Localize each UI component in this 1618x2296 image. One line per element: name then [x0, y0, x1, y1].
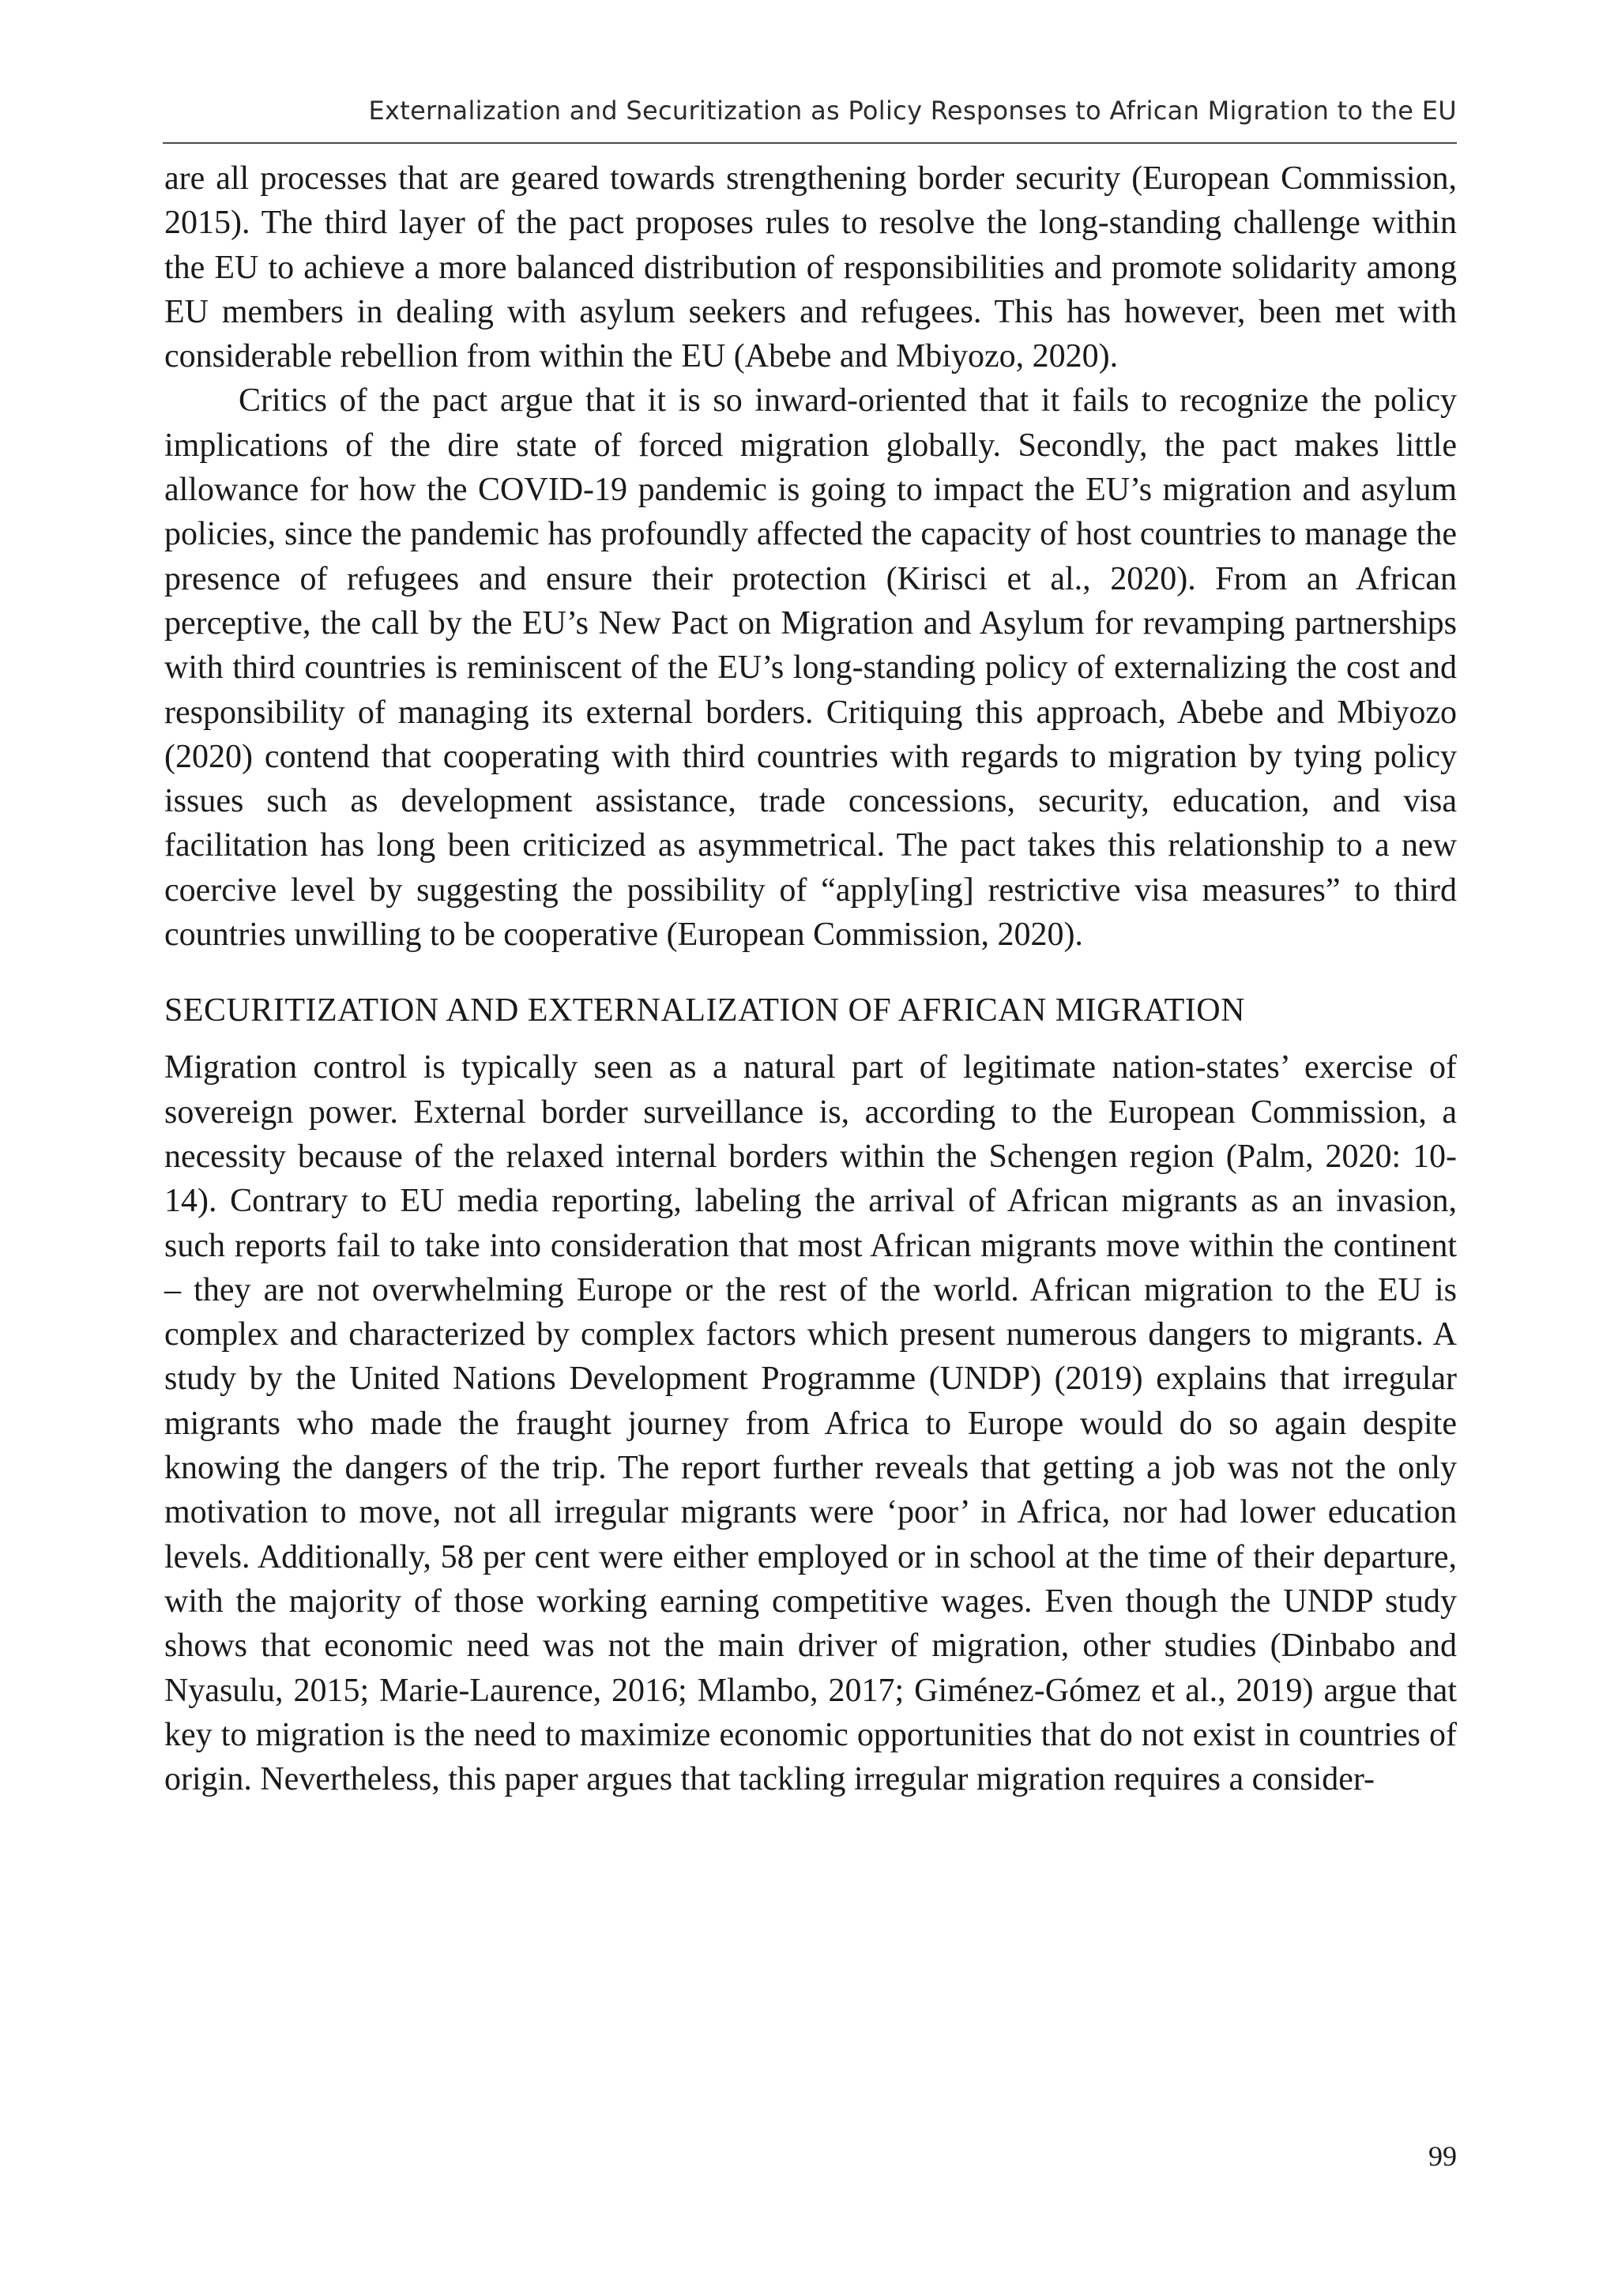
paragraph-migration-control: Migration control is typically seen as a natural part of legitimate nation-states’ exercise of sovereign power. External border surveillance is, according to the European Commission, a necessity because of the relaxed internal borders within the Schengen region (Palm, 2020: 10-14). Contrary to EU media reporting, labeling the arrival of African migrants as an invasion, such reports fail to take into consideration that most African migrants move within the continent – they are not overwhelming Europe or the rest of the world. African migration to the EU is complex and characterized by complex factors which present numerous dangers to migrants. A study by the United Nations Development Programme (UNDP) (2019) explains that irregular migrants who made the fraught journey from Africa to Europe would do so again despite knowing the dangers of the trip. The report further reveals that getting a job was not the only motivation to move, not all irregular migrants were ‘poor’ in Africa, nor had lower education levels. Additionally, 58 per cent were either employed or in school at the time of their departure, with the majority of those working earning competitive wages. Even though the UNDP study shows that economic need was not the main driver of migration, other studies (Dinbabo and Nyasulu, 2015; Marie-Laurence, 2016; Mlambo, 2017; Giménez-Gómez et al., 2019) argue that key to migration is the need to maximize economic opportunities that do not exist in countries of origin. Nevertheless, this paper argues that tackling irregular migration requires a consider- — [164, 1049, 1457, 1798]
running-header-title: Externalization and Securitization as Policy Responses to African Migration to the EU — [368, 96, 1457, 126]
paragraph-continuation: are all processes that are geared towards strengthening border security (European Commission, 2015). The third layer of the pact proposes rules to resolve the long-standing challenge within the EU to achieve a more balanced distribution of responsibilities and promote solidarity among EU members in dealing with asylum seekers and refugees. This has however, been met with considerable rebellion from within the EU (Abebe and Mbiyozo, 2020). — [164, 160, 1457, 375]
header-divider — [163, 142, 1457, 144]
section-heading: SECURITIZATION AND EXTERNALIZATION OF AFRICAN MIGRATION — [164, 992, 1245, 1029]
paragraph-critics-of-pact: Critics of the pact argue that it is so inward-oriented that it fails to recognize the policy implications of the dire state of forced migration globally. Secondly, the pact makes little allowance for how the COVID-19 pandemic is going to impact the EU’s migration and asylum policies, since the pandemic has profoundly affected the capacity of host countries to manage the presence of refugees and ensure their protection (Kirisci et al., 2020). From an African perceptive, the call by the EU’s New Pact on Migration and Asylum for revamping partnerships with third countries is reminiscent of the EU’s long-standing policy of externalizing the cost and responsibility of managing its external borders. Critiquing this approach, Abebe and Mbiyozo (2020) contend that cooperating with third countries with regards to migration by tying policy issues such as development assistance, trade concessions, security, education, and visa facilitation has long been criticized as asymmetrical. The pact takes this relationship to a new coercive level by suggesting the possibility of “apply[ing] restrictive visa measures” to third countries unwilling to be cooperative (European Commission, 2020). — [164, 382, 1457, 954]
body-text — [164, 156, 1457, 1801]
page-number: 99 — [1428, 2140, 1457, 2172]
